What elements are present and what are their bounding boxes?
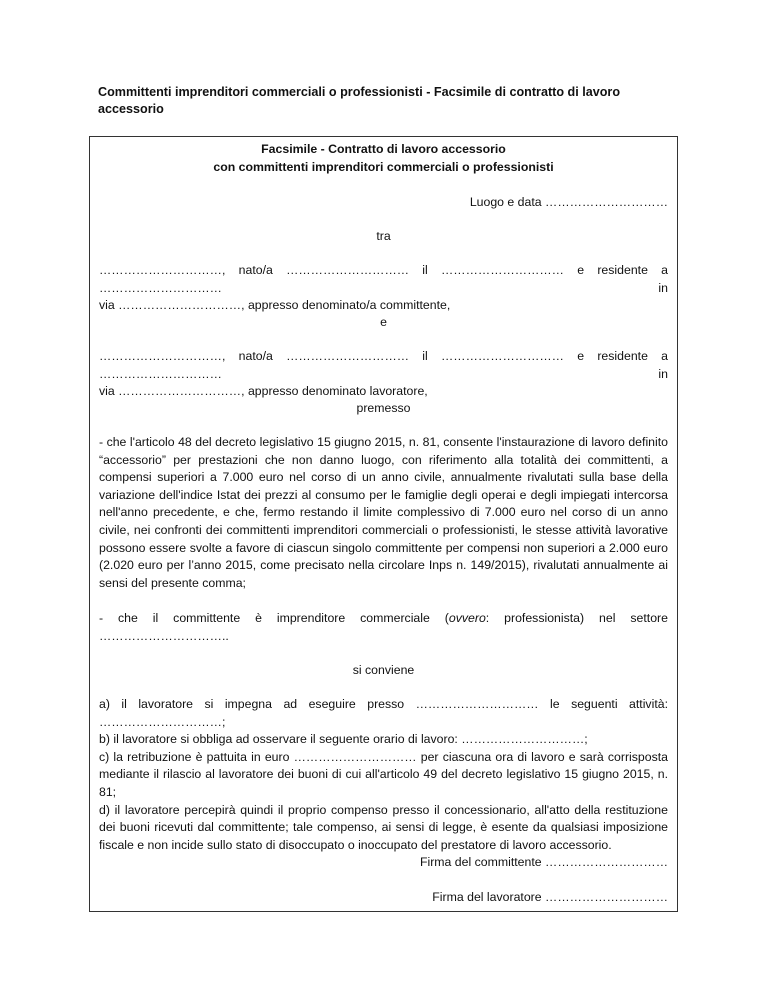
premesso-label: premesso <box>356 401 411 415</box>
e-label: e <box>380 315 387 329</box>
premise-2-line2: ………………………….. <box>99 628 229 643</box>
si-conviene-label: si conviene <box>352 663 415 677</box>
clause-a-line1: a) il lavoratore si impegna ad eseguire presso ………………………… le seguenti attività: <box>99 697 668 711</box>
party2-line2: via …………………………, appresso denominato lavoratore, <box>99 384 428 399</box>
clause-c: c) la retribuzione è pattuita in euro ………………………… per ciascuna ora di lavoro e sarà corrisposta mediante il rilascio al lavoratore dei buoni di cui all'articolo 49 del decreto legislativo 15 giugno 2015, n. 81; <box>99 749 668 799</box>
clause-a-line2: …………………………; <box>99 714 226 729</box>
party1-line2: via …………………………, appresso denominato/a committente, <box>99 298 451 313</box>
premise-1: - che l'articolo 48 del decreto legislativo 15 giugno 2015, n. 81, consente l'instaurazione di lavoro definito “accessorio” per prestazioni che non danno luogo, con riferimento alla totalità dei committenti, a compensi superiori a 7.000 euro nel corso di un anno civile, annualmente rivalutati sulla base della variazione dell'indice Istat dei prezzi al consumo per le famiglie degli operai e degli impiegati intercorsa nell'anno precedente, e che, fermo restando il limite complessivo di 7.000 euro nel corso di un anno civile, nei confronti dei committenti imprenditori commerciali o professionisti, le stesse attività lavorative possono essere svolte a favore di ciascun singolo committente per compensi non superiori a 2.000 euro (2.020 euro per l’anno 2015, come precisato nella circolare Inps n. 149/2015), rivalutati annualmente ai sensi del presente comma; <box>99 435 668 590</box>
tra-label: tra <box>376 229 391 243</box>
place-date-line: Luogo e data ………………………… <box>469 195 668 209</box>
signature-lavoratore: Firma del lavoratore ………………………… <box>432 890 668 904</box>
signature-committente: Firma del committente ………………………… <box>419 855 668 870</box>
document-title: Committenti imprenditori commerciali o professionisti - Facsimile di contratto di lavoro accessorio <box>98 85 621 116</box>
premise-2-line1: - che il committente è imprenditore commerciale (ovvero: professionista) nel settore <box>99 611 668 625</box>
premise-2-ovvero: ovvero <box>448 611 486 625</box>
party1-line1: …………………………, nato/a ………………………… il ………………………… e residente a ………………………… in <box>99 263 668 295</box>
contract-box <box>89 136 678 912</box>
clause-b: b) il lavoratore si obbliga ad osservare il seguente orario di lavoro: …………………………; <box>99 732 588 747</box>
contract-heading-line1: Facsimile - Contratto di lavoro accessorio <box>261 142 506 156</box>
party2-line1: …………………………, nato/a ………………………… il ………………………… e residente a ………………………… in <box>99 349 668 381</box>
clause-d: d) il lavoratore percepirà quindi il proprio compenso presso il concessionario, all'atto della restituzione dei buoni ricevuti dal committente; tale compenso, ai sensi di legge, è esente da qualsiasi imposizione fiscale e non incide sullo stato di disoccupato o inoccupato del prestatore di lavoro accessorio. <box>99 802 668 852</box>
contract-heading-line2: con committenti imprenditori commerciali o professionisti <box>213 159 554 174</box>
